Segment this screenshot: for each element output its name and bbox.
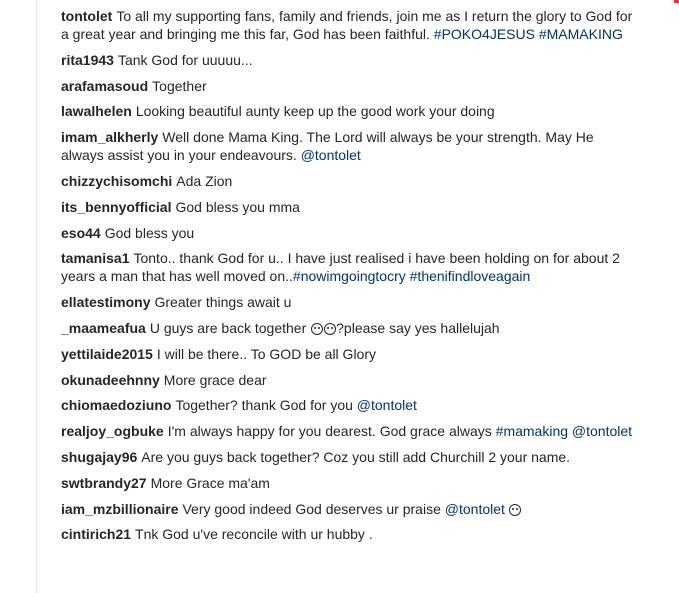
comment-text	[505, 501, 509, 517]
comment-item	[61, 396, 636, 414]
comment-username-link[interactable]: tontolet	[61, 8, 113, 24]
comment-text: ?please say yes hallelujah	[336, 319, 500, 336]
comment-item	[61, 77, 636, 95]
comment-item	[61, 7, 636, 43]
mention-link[interactable]: @tontolet	[356, 397, 417, 414]
comment-item	[61, 293, 636, 311]
comment-username-link[interactable]: ellatestimony	[61, 294, 151, 311]
comment-item	[61, 224, 636, 242]
comment-username-link[interactable]: rita1943	[61, 51, 114, 68]
comment-text: Looking beautiful aunty keep up the good work your doing	[135, 103, 495, 120]
comment-text: Ada Zion	[176, 172, 233, 189]
comment-list	[36, 0, 679, 593]
comment-text: U guys are back together	[149, 319, 311, 336]
comment-text: Very good indeed God deserves ur praise	[182, 500, 445, 517]
hashtag-link[interactable]: #thenifindloveagain	[409, 268, 531, 285]
comment-username-link[interactable]: chiomaedoziuno	[61, 397, 172, 414]
comment-username-link[interactable]: _maameafua	[61, 319, 146, 336]
comment-text: Tonto.. thank God for u.. I have just realised i have been holding on for about 2 years a man that has well moved on..	[61, 250, 620, 285]
comment-item	[61, 102, 636, 120]
comment-username-link[interactable]: yettilaide2015	[61, 345, 153, 362]
comment-item	[61, 128, 636, 164]
astonished-face-emoji-icon	[509, 504, 521, 516]
mention-link[interactable]: @tontolet	[571, 423, 633, 440]
comment-text: More grace dear	[163, 371, 267, 388]
hashtag-link[interactable]: #nowimgoingtocry	[292, 268, 406, 285]
comment-item	[61, 345, 636, 363]
comment-item	[61, 51, 636, 69]
comment-text: Together	[152, 77, 207, 94]
comment-text: To all my supporting fans, family and friends, join me as I return the glory to God for a great year and bringing me this far, God has been faithful.	[61, 8, 633, 42]
comment-item	[61, 525, 636, 543]
comment-text: Well done Mama King. The Lord will always be your strength. May He always assist you in your endeavours.	[61, 129, 594, 164]
comment-text: Tank God for uuuuu...	[117, 51, 253, 68]
comment-username-link[interactable]: cintirich21	[61, 526, 132, 543]
hashtag-link[interactable]: #MAMAKING	[538, 26, 623, 42]
comment-item	[61, 500, 636, 518]
comment-text: God bless you mma	[175, 198, 300, 215]
comment-username-link[interactable]: iam_mzbillionaire	[61, 500, 179, 517]
comment-item	[61, 172, 636, 190]
comment-item	[61, 474, 636, 492]
comment-username-link[interactable]: imam_alkherly	[61, 129, 159, 146]
comment-item	[61, 319, 636, 337]
comment-item	[61, 422, 636, 440]
mention-link[interactable]: @tontolet	[444, 500, 505, 517]
comment-username-link[interactable]: tamanisa1	[61, 250, 130, 267]
comment-text: Together? thank God for you	[175, 397, 357, 414]
comment-username-link[interactable]: shugajay96	[61, 448, 138, 465]
comment-username-link[interactable]: swtbrandy27	[61, 474, 147, 491]
comment-item	[61, 448, 636, 466]
comment-username-link[interactable]: arafamasoud	[61, 77, 149, 94]
comment-username-link[interactable]: realjoy_ogbuke	[61, 423, 164, 440]
comment-username-link[interactable]: okunadeehnny	[61, 371, 160, 388]
comment-text: Tnk God u've reconcile with ur hubby .	[135, 526, 373, 543]
sad-face-emoji-icon	[324, 323, 336, 335]
comment-item	[61, 371, 636, 389]
comment-text: I will be there.. To GOD be all Glory	[156, 345, 377, 362]
comment-username-link[interactable]: chizzychisomchi	[61, 172, 173, 189]
sad-face-emoji-icon	[311, 323, 323, 335]
hashtag-link[interactable]: #POKO4JESUS	[433, 26, 535, 42]
comment-text: Are you guys back together? Coz you still add Churchill 2 your name.	[141, 448, 571, 465]
mention-link[interactable]: @tontolet	[300, 147, 361, 164]
comment-text: I'm always happy for you dearest. God grace always	[167, 423, 496, 440]
comment-text: More Grace ma'am	[150, 474, 270, 491]
comment-username-link[interactable]: eso44	[61, 224, 101, 241]
comment-item	[61, 249, 636, 285]
comment-text: Greater things await u	[154, 294, 292, 311]
comment-text: God bless you	[104, 224, 195, 241]
comment-username-link[interactable]: its_bennyofficial	[61, 198, 172, 215]
hashtag-link[interactable]: #mamaking	[495, 423, 569, 440]
comment-item	[61, 198, 636, 216]
comment-username-link[interactable]: lawalhelen	[61, 103, 132, 120]
